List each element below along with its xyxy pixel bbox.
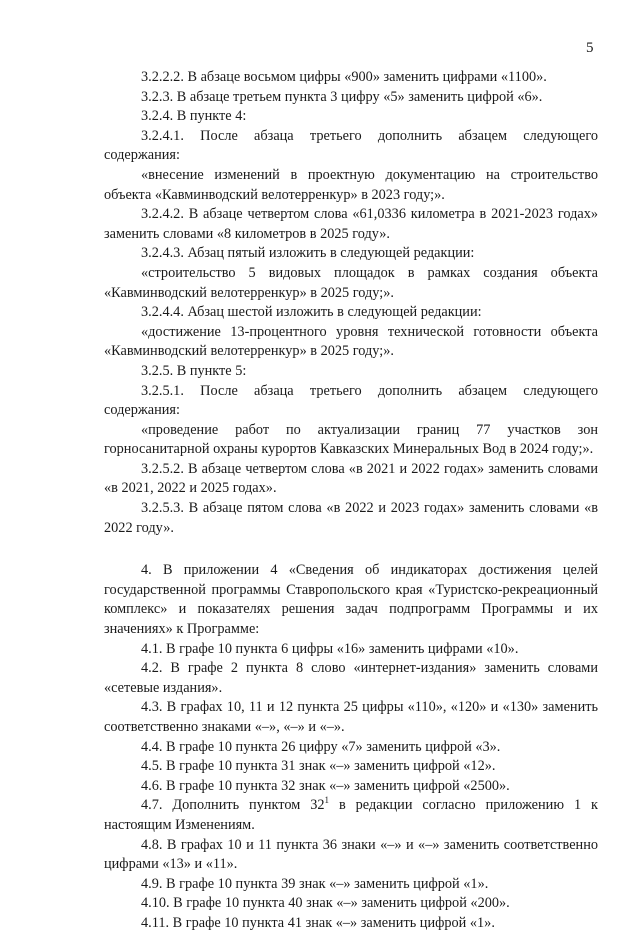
paragraph: «строительство 5 видовых площадок в рамках создания объекта «Кавминводский велотерренкур» в 2025 году;». — [104, 264, 598, 301]
paragraph: 4.3. В графах 10, 11 и 12 пункта 25 цифры «110», «120» и «130» заменить соответственно знаками «–», «–» и «–». — [104, 699, 598, 735]
paragraph: 4.4. В графе 10 пункта 26 цифру «7» заменить цифрой «3». — [141, 738, 501, 755]
page-number: 5 — [586, 40, 594, 56]
paragraph-item-4-7 — [104, 796, 598, 835]
paragraph: 3.2.4.1. После абзаца третьего дополнить абзацем следующего содержания: — [104, 127, 598, 164]
paragraph: «достижение 13-процентного уровня технической готовности объекта «Кавминводский велотерренкур» в 2025 году;». — [104, 323, 598, 360]
item-4-7-text-before: 4.7. Дополнить пунктом 32 — [141, 797, 325, 814]
paragraph: 3.2.4.3. Абзац пятый изложить в следующей редакции: — [141, 245, 475, 262]
item-4-7-text-after: в редакции согласно приложению 1 к настоящим Изменениям. — [104, 797, 598, 833]
document-body — [104, 68, 598, 934]
section-intro: 4. В приложении 4 «Сведения об индикаторах достижения целей государственной программы Ставропольского края «Туристско-рекреационный комплекс» и показателях решения задач подпрограмм Программы и их значениях» к Программе: — [104, 562, 598, 638]
item-4-7-superscript: 1 — [324, 795, 329, 806]
section-gap — [104, 538, 598, 561]
paragraph: 3.2.4. В пункте 4: — [141, 108, 247, 125]
paragraph: «внесение изменений в проектную документацию на строительство объекта «Кавминводский велотерренкур» в 2023 году;». — [104, 166, 598, 203]
paragraph: 3.2.5.3. В абзаце пятом слова «в 2022 и 2023 годах» заменить словами «в 2022 году». — [104, 500, 598, 536]
paragraph: 4.10. В графе 10 пункта 40 знак «–» заменить цифрой «200». — [141, 895, 510, 912]
paragraph: 4.8. В графах 10 и 11 пункта 36 знаки «–» и «–» заменить соответственно цифрами «13» и «11». — [104, 836, 598, 873]
paragraph: 4.2. В графе 2 пункта 8 слово «интернет-издания» заменить словами «сетевые издания». — [104, 660, 598, 696]
paragraph: 4.5. В графе 10 пункта 31 знак «–» заменить цифрой «12». — [141, 758, 496, 775]
paragraph: «проведение работ по актуализации границ 77 участков зон горносанитарной охраны курортов Кавказских Минеральных Вод в 2024 году;». — [104, 421, 598, 458]
paragraph: 3.2.5.1. После абзаца третьего дополнить абзацем следующего содержания: — [104, 382, 598, 419]
paragraph: 3.2.4.2. В абзаце четвертом слова «61,0336 километра в 2021-2023 годах» заменить словами «8 километров в 2025 году». — [104, 206, 598, 242]
paragraph: 4.6. В графе 10 пункта 32 знак «–» заменить цифрой «2500». — [141, 777, 510, 794]
paragraph: 3.2.5. В пункте 5: — [141, 362, 247, 379]
paragraph: 3.2.5.2. В абзаце четвертом слова «в 2021 и 2022 годах» заменить словами «в 2021, 2022 и 2025 годах». — [104, 460, 598, 497]
paragraph: 3.2.4.4. Абзац шестой изложить в следующей редакции: — [141, 304, 482, 321]
paragraph: 3.2.2.2. В абзаце восьмом цифры «900» заменить цифрами «1100». — [141, 69, 547, 85]
paragraph: 4.1. В графе 10 пункта 6 цифры «16» заменить цифрами «10». — [141, 640, 519, 657]
paragraph: 4.11. В графе 10 пункта 41 знак «–» заменить цифрой «1». — [141, 914, 495, 931]
paragraph: 3.2.3. В абзаце третьем пункта 3 цифру «5» заменить цифрой «6». — [141, 88, 543, 105]
paragraph: 4.9. В графе 10 пункта 39 знак «–» заменить цифрой «1». — [141, 875, 489, 892]
